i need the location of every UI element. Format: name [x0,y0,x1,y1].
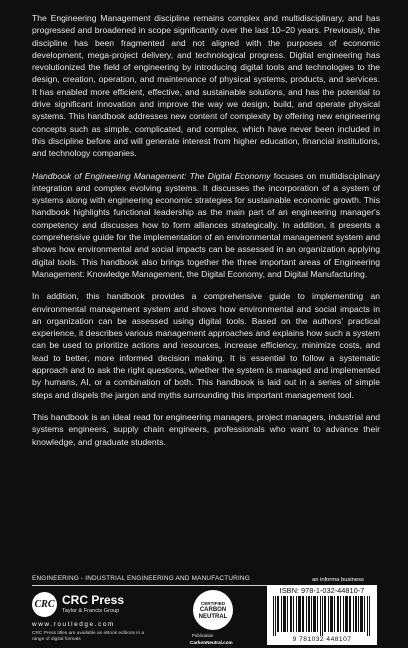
carbon-neutral-url: CarbonNeutral.com [190,640,233,645]
publisher-website: www.routledge.com [32,621,115,628]
subject-category: ENGINEERING - INDUSTRIAL ENGINEERING AND MANUFACTURING [32,575,250,582]
carbon-badge-line-3: NEUTRAL [198,613,228,620]
blurb-paragraph-2-text: focuses on multidisciplinary integration and complex evolving systems. It discusses the incorporation of a system of systems along with engineering economic strategies for sustainable economic growth. This handbook highlights functional leadership as the main part of an engineering manager's competency and discusses how to form alliances strategically. In addition, it presents a comprehensive guide for the implementation of an environmental management system and shows how environmental and social impacts can be assessed in an organization applying digital tools. This handbook also brings together the three important areas of Engineering Management: Knowledge Management, the Digital Economy, and Digital Manufacturing. [32,170,380,279]
isbn-label: ISBN: 978-1-032-44810-7 [279,586,365,595]
back-cover-blurb [32,12,380,458]
blurb-paragraph-1: The Engineering Management discipline remains complex and multidisciplinary, and has progressed and broadened in scope significantly over the last 10–20 years. Previously, the discipline has been fragmented and not aligned with the purposes of economic development, mega-project delivery, and technological progress. Digital engineering has revolutionized the field of engineering by introducing digital tools and technologies to the design, creation, operation, and maintenance of physical systems, products, and services. It has enabled more efficient, effective, and sustainable solutions, and has the potential to drive significant innovation and improve the way we design, build, and operate physical systems. This handbook addresses new content of complexity by offering new engineering concepts such as simple, complicated, and complex, which have never been included in this discipline before and will generate interest from higher education, financial institutions, and technology companies. [32,13,380,159]
barcode-bars-icon [273,596,371,636]
publisher-name: CRC Press [62,593,125,607]
carbon-badge-line-2: CARBON [199,606,227,613]
blurb-paragraph-4: This handbook is an ideal read for engineering managers, project managers, industrial and systems engineers, supply chain engineers, professionals who want to advance their knowledge, and graduate students. [32,411,380,447]
carbon-badge-line-1: CERTIFIED [200,600,226,606]
crc-press-logo-icon: CRC [32,592,57,617]
publisher-subtitle: Taylor & Francis Group [62,608,120,614]
carbon-publication-label: Publication [192,633,214,638]
book-title: Handbook of Engineering Management: The Digital Economy [32,170,271,181]
blurb-paragraph-2 [32,170,380,281]
informa-business-label: an informa business [312,577,364,583]
blurb-paragraph-3: In addition, this handbook provides a comprehensive guide to implementing an environmental management system and shows how environmental and social impacts in an organization can be assessed using digital tools. Based on the authors' practical experience, it describes various management approaches and explains how such a system can be used to prioritize actions and resources, increase efficiency, minimize costs, and lead to better, more informed decision making. It is essential to follow a systematic approach and to ask the right questions, whether the system is managed and implemented by humans, AI, or a combination of both. This handbook is laid out in a series of simple steps and dispels the jargon and myths surrounding this important management tool. [32,291,380,400]
isbn-barcode [267,585,377,645]
ebook-note: CRC Press titles are available as eBook editions in a range of digital formats [32,631,144,642]
barcode-digits: 9 781032 448107 [292,636,352,643]
carbon-neutral-badge-icon [193,590,233,630]
